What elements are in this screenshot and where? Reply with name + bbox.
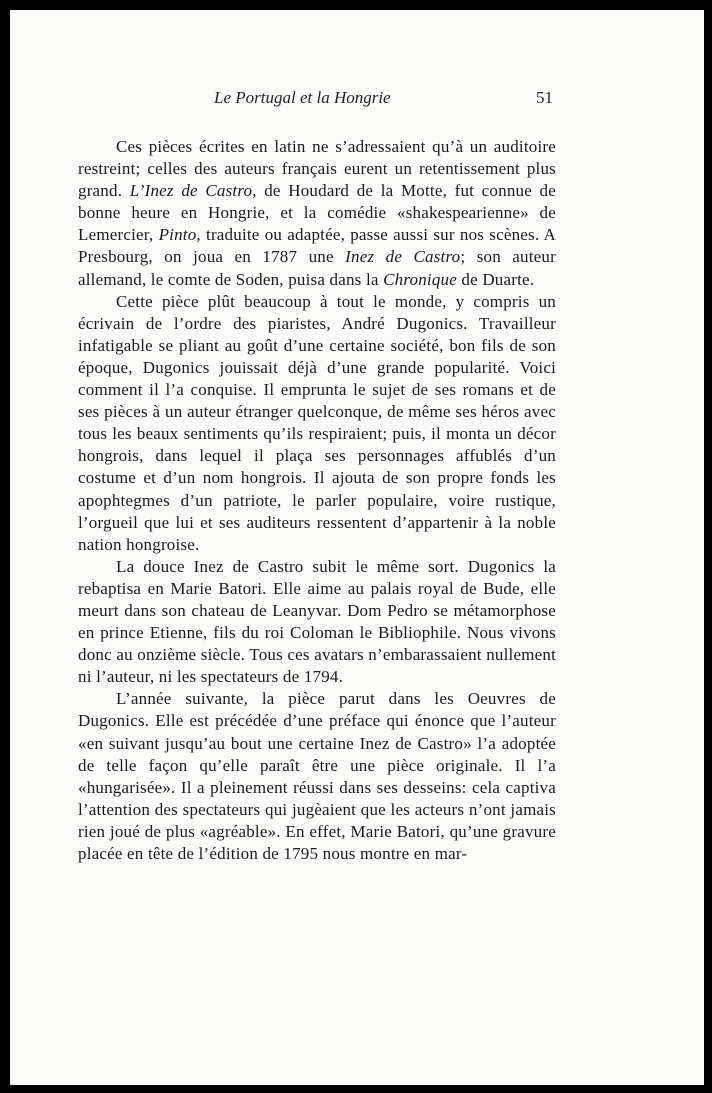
paragraph: Cette pièce plût beaucoup à tout le monde, y compris un écrivain de l’ordre des piaristes, André Dugonics. Travailleur infatigable se pliant au goût d’une certaine société, bon fils de son époque, Dugonics jouissait déjà d’une grande popularité. Voici comment il l’a conquise. Il emprunta le sujet de ses romans et de ses pièces à un auteur étranger quelconque, de même ses héros avec tous les beaux sentiments qu’ils respiraient; puis, il monta un décor hongrois, dans lequel il plaça ses personnages affublés d’un costume et d’un nom hongrois. Il ajouta de son propre fonds les apophtegmes d’un patriote, le parler populaire, voire rustique, l’orgueil que lui et ses auditeurs ressentent d’appartenir à la noble nation hongroise. — [78, 291, 556, 554]
page-header — [10, 88, 704, 112]
book-page — [10, 10, 704, 1085]
body-text — [78, 136, 556, 865]
paragraph: L’année suivante, la pièce parut dans les Oeuvres de Dugonics. Elle est précédée d’une préface qui énonce que l’auteur «en suivant jusqu’au bout une certaine Inez de Castro» l’a adoptée de telle façon qu’elle paraît être une pièce originale. Il l’a «hungarisée». Il a pleinement réussi dans ses desseins: cela captiva l’attention des spectateurs qui jugèaient que les acteurs n’ont jamais rien joué de plus «agréable». En effet, Marie Batori, qu’une gravure placée en tête de l’édition de 1795 nous montre en mar- — [78, 689, 556, 863]
page-number: 51 — [536, 88, 553, 107]
running-title: Le Portugal et la Hongrie — [214, 88, 391, 107]
paragraph: La douce Inez de Castro subit le même sort. Dugonics la rebaptisa en Marie Batori. Elle aime au palais royal de Bude, elle meurt dans son chateau de Leanyvar. Dom Pedro se métamorphose en prince Etienne, fils du roi Coloman le Bibliophile. Nous vivons donc au onzième siècle. Tous ces avatars n’embarassaient nullement ni l’auteur, ni les spectateurs de 1794. — [78, 556, 556, 687]
paragraph: Ces pièces écrites en latin ne s’adressaient qu’à un auditoire restreint; celles des auteurs français eurent un retentissement plus grand. L’Inez de Castro, de Houdard de la Motte, fut connue de bonne heure en Hongrie, et la comédie «shakespearienne» de Lemercier, Pinto, traduite ou adaptée, passe aussi sur nos scènes. A Presbourg, on joua en 1787 une Inez de Castro; son auteur allemand, le comte de Soden, puisa dans la Chronique de Duarte. — [78, 137, 556, 289]
